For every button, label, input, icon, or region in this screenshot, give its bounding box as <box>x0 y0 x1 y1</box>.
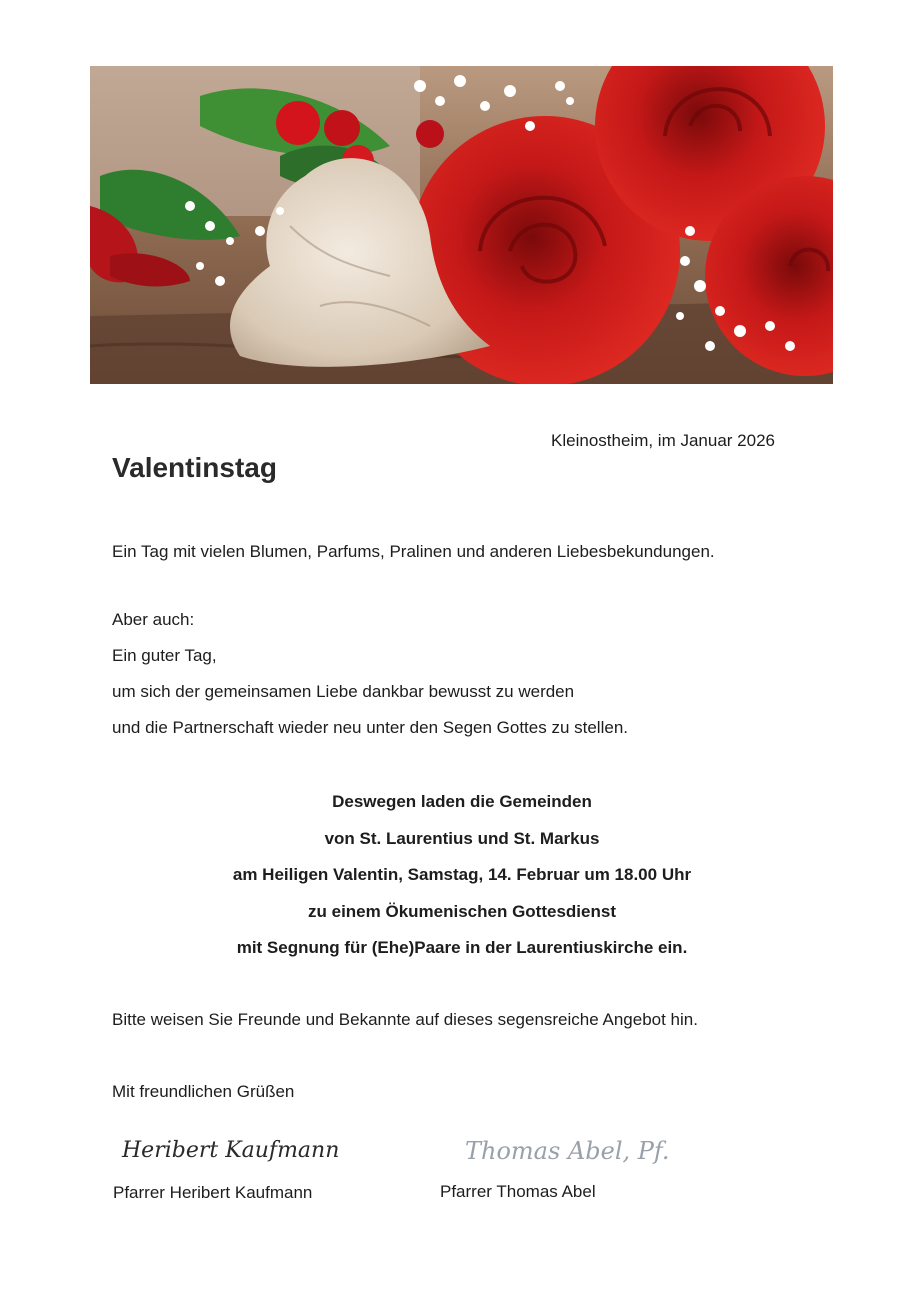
invitation-line: mit Segnung für (Ehe)Paare in der Laurentiuskirche ein. <box>236 938 688 957</box>
roses-and-heart-photo-icon <box>90 66 833 384</box>
place-date: Kleinostheim, im Januar 2026 <box>551 431 775 450</box>
closing: Mit freundlichen Grüßen <box>112 1082 295 1101</box>
intro-paragraph: Ein Tag mit vielen Blumen, Parfums, Pralinen und anderen Liebesbekundungen. <box>112 542 715 561</box>
body-line: und die Partnerschaft wieder neu unter den Segen Gottes zu stellen. <box>112 718 628 737</box>
header-photo <box>90 66 833 384</box>
body-line: Ein guter Tag, <box>112 646 217 665</box>
invitation-line: von St. Laurentius und St. Markus <box>324 828 600 848</box>
signature-name-kaufmann: Pfarrer Heribert Kaufmann <box>113 1183 313 1202</box>
invitation-line: zu einem Ökumenischen Gottesdienst <box>308 901 616 921</box>
signature-handwriting-kaufmann: Heribert Kaufmann <box>122 1138 340 1163</box>
invitation-line: am Heiligen Valentin, Samstag, 14. Februar um 18.00 Uhr <box>232 865 692 884</box>
signature-handwriting-abel: Thomas Abel, Pf. <box>465 1137 670 1165</box>
signature-name-abel: Pfarrer Thomas Abel <box>440 1182 596 1201</box>
letter-title: Valentinstag <box>112 452 277 483</box>
invitation-block <box>112 790 812 973</box>
body-line: um sich der gemeinsamen Liebe dankbar bewusst zu werden <box>112 682 575 701</box>
request-paragraph: Bitte weisen Sie Freunde und Bekannte auf dieses segensreiche Angebot hin. <box>112 1010 698 1029</box>
body-line: Aber auch: <box>112 610 195 629</box>
invitation-line: Deswegen laden die Gemeinden <box>332 792 592 811</box>
